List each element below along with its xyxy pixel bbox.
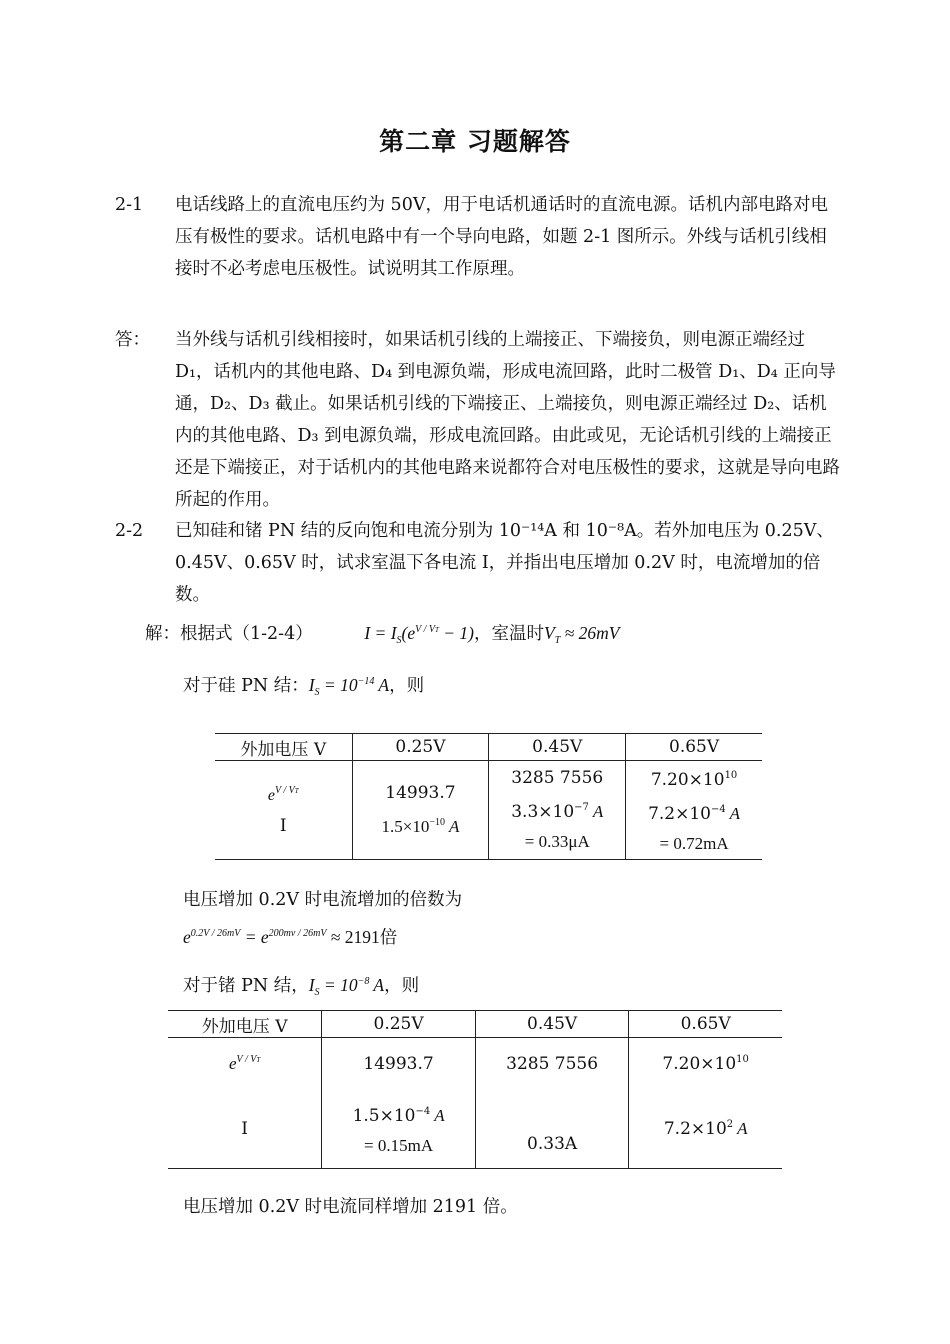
question-text: 电话线路上的直流电压约为 50V，用于电话机通话时的直流电源。话机内部电路对电压有极性的要求。话机电路中有一个导向电路，如题 2-1 图所示。外线与话机引线相接时不必考虑电压极性。试说明其工作原理。 — [175, 195, 828, 279]
exp-row-label: $e^{V / VT}$ — [267, 784, 299, 804]
solution-label: 解：根据式（1-2-4） — [145, 624, 313, 644]
page-title: 第二章 习题解答 — [379, 127, 571, 156]
question-number: 2-2 — [115, 521, 144, 541]
table-header: 外加电压 V — [168, 1011, 322, 1038]
table-cell-025: $1.5\times 10^{-4}$ A = 0.15mA — [322, 1090, 476, 1169]
answer-text: 当外线与话机引线相接时，如果话机引线的上端接正、下端接负，则电源正端经过 D₁，话机内的其他电路、D₄ 到电源负端，形成电流回路，此时二极管 D₁、D₄ 正向导通，D₂、D₃ 截止。如果话机引线的下端接正、上端接负，则电源正端经过 D₂、话机内的其他电路、D₃ 到电源负端，形成电流回路。由此或见，无论话机引线的上端接正还是下端接正，对于话机内的其他电路来说都符合对电压极性的要求，这就是导向电路所起的作用。 — [175, 330, 840, 510]
ratio-formula: $e^{0.2V / 26mV} = e^{200mv / 26mV} \approx 2191$倍 — [183, 927, 398, 947]
question-number: 2-1 — [115, 195, 144, 215]
table-header: 0.25V — [352, 734, 489, 761]
question-text: 已知硅和锗 PN 结的反向饱和电流分别为 10⁻¹⁴A 和 10⁻⁸A。若外加电压为 0.25V、0.45V、0.65V 时，试求室温下各电流 I，并指出电压增加 0.2V 时，电流增加的倍数。 — [175, 521, 834, 605]
table-cell-065: $7.20\times 10^{10}$ $7.2\times 10^{-4}$ A = 0.72mA — [626, 761, 762, 860]
table-header-row — [215, 734, 762, 761]
exp-row-label: $e^{V / VT}$ — [229, 1054, 261, 1073]
table-row — [215, 761, 762, 860]
thermal-voltage: $V_T \approx 26mV$ — [544, 623, 620, 646]
germanium-intro: 对于锗 PN 结，$I_S = 10^{-8}$ A，则 — [183, 975, 420, 998]
table-cell-045: 3285 7556 $3.3\times 10^{-7}$ A = 0.33μA — [489, 761, 626, 860]
silicon-table — [215, 733, 762, 860]
current-row-label: I — [168, 1090, 322, 1169]
current-row-label: I — [279, 815, 287, 836]
table-cell-045: 3285 7556 — [475, 1038, 628, 1091]
table-header: 0.25V — [322, 1011, 476, 1038]
diode-equation: $I = I_S(e^{V / VT} - 1)$ — [364, 623, 475, 646]
question-2-2 — [115, 515, 840, 611]
table-row — [168, 1038, 782, 1091]
table-header: 0.45V — [475, 1011, 628, 1038]
table-header: 0.45V — [489, 734, 626, 761]
answer-2-1 — [115, 324, 840, 516]
ratio-text: 电压增加 0.2V 时电流增加的倍数为 — [183, 890, 463, 910]
question-2-1 — [115, 189, 840, 285]
germanium-table — [168, 1010, 782, 1169]
final-conclusion: 电压增加 0.2V 时电流同样增加 2191 倍。 — [183, 1197, 518, 1217]
row-labels-cell — [215, 761, 352, 860]
table-header: 外加电压 V — [215, 734, 352, 761]
table-cell-065: $7.20\times 10^{10}$ — [629, 1038, 782, 1091]
solution-formula-line: 解：根据式（1-2-4） $I = I_S(e^{V / VT} - 1)$，室温时$V_T \approx 26mV$ — [145, 623, 620, 646]
table-cell-065: $7.2\times 10^2$ A — [629, 1090, 782, 1169]
table-cell-025: 14993.7 — [322, 1038, 476, 1091]
answer-label: 答： — [115, 330, 150, 350]
table-header: 0.65V — [629, 1011, 782, 1038]
table-cell-045: 0.33A — [475, 1090, 628, 1169]
silicon-intro: 对于硅 PN 结：$I_S = 10^{-14}$ A，则 — [183, 675, 425, 698]
table-row — [168, 1090, 782, 1169]
table-cell-025: 14993.7 $1.5\times 10^{-10}$ A — [352, 761, 489, 860]
table-header: 0.65V — [626, 734, 762, 761]
table-header-row — [168, 1011, 782, 1038]
